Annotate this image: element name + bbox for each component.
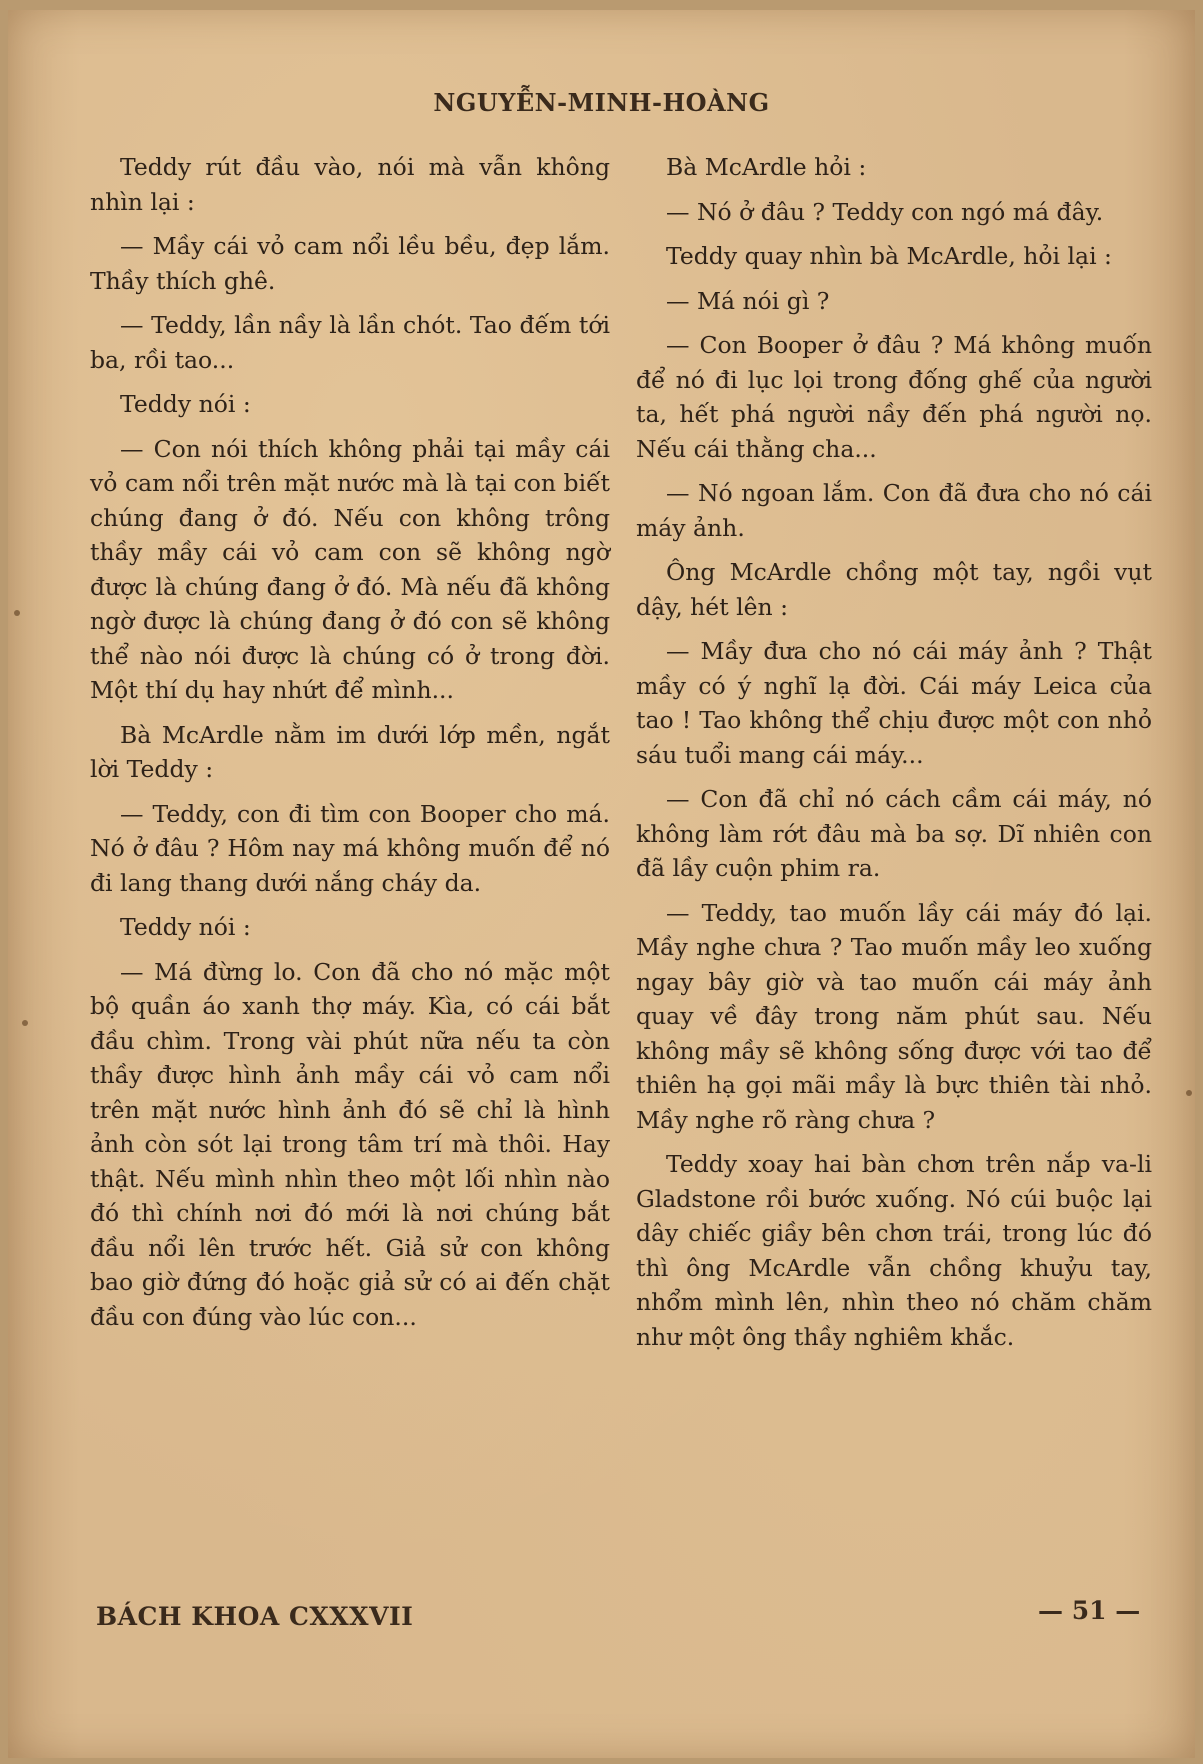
right-column [636,150,1152,1364]
paragraph: — Nó ở đâu ? Teddy con ngó má đây. [666,197,1104,226]
paragraph: — Con Booper ở đâu ? Má không muốn để nó đi lục lọi trong đống ghế của người ta, hết phá người nầy đến phá người nọ. Nếu cái thằng cha... [636,331,1152,463]
paragraph: — Con nói thích không phải tại mầy cái vỏ cam nổi trên mặt nước mà là tại con biết chúng đang ở đó. Nếu con không trông thầy mầy cái vỏ cam con sẽ không ngờ được là chúng đang ở đó. Mà nếu đã không ngờ được là chúng đang ở đó con sẽ không thể nào nói được là chúng có ở trong đời. Một thí dụ hay nhứt để mình... [90,434,610,704]
paragraph: — Teddy, tao muốn lầy cái máy đó lại. Mầy nghe chưa ? Tao muốn mầy leo xuống ngay bây giờ và tao muốn cái máy ảnh quay về đây trong năm phút sau. Nếu không mầy sẽ không sống được với tao để thiên hạ gọi mãi mầy là bực thiên tài nhỏ. Mầy nghe rõ ràng chưa ? [636,898,1152,1134]
paragraph: — Má đừng lo. Con đã cho nó mặc một bộ quần áo xanh thợ máy. Kìa, có cái bắt đầu chìm. Trong vài phút nữa nếu ta còn thầy được hình ảnh mầy cái vỏ cam nổi trên mặt nước hình ảnh đó sẽ chỉ là hình ảnh còn sót lại trong tâm trí mà thôi. Hay thật. Nếu mình nhìn theo một lối nhìn nào đó thì chính nơi đó mới là nơi chúng bắt đầu nổi lên trước hết. Giả sử con không bao giờ đứng đó hoặc giả sử có ai đến chặt đầu con đúng vào lúc con... [90,957,610,1331]
magazine-page [8,10,1195,1758]
left-column [90,150,610,1344]
paragraph: Ông McArdle chồng một tay, ngồi vụt dậy, hét lên : [636,558,1152,621]
paragraph: Bà McArdle hỏi : [666,153,867,181]
paragraph: — Teddy, lần nầy là lần chót. Tao đếm tới ba, rồi tao... [90,311,610,374]
paragraph: — Mầy đưa cho nó cái máy ảnh ? Thật mầy có ý nghĩ lạ đời. Cái máy Leica của tao ! Tao không thể chịu được một con nhỏ sáu tuổi mang cái máy... [636,637,1152,769]
page-header: NGUYỄN-MINH-HOÀNG [433,88,770,117]
paper-speck [22,1020,28,1026]
paragraph: — Teddy, con đi tìm con Booper cho má. Nó ở đâu ? Hôm nay má không muốn để nó đi lang thang dưới nắng cháy da. [90,799,610,897]
paragraph: Teddy xoay hai bàn chơn trên nắp va-li Gladstone rồi bước xuống. Nó cúi buộc lại dây chiếc giầy bên chơn trái, trong lúc đó thì ông McArdle vẫn chồng khuỷu tay, nhổm mình lên, nhìn theo nó chăm chăm như một ông thầy nghiêm khắc. [636,1150,1152,1351]
magazine-name: BÁCH KHOA CXXXVII [96,1602,414,1631]
paragraph: — Mầy cái vỏ cam nổi lều bều, đẹp lắm. Thầy thích ghê. [90,232,610,295]
paragraph: — Nó ngoan lắm. Con đã đưa cho nó cái máy ảnh. [636,479,1152,542]
paper-speck [1186,1090,1192,1096]
paragraph: Teddy rút đầu vào, nói mà vẫn không nhìn lại : [90,153,610,216]
paragraph: — Con đã chỉ nó cách cầm cái máy, nó không làm rớt đâu mà ba sợ. Dĩ nhiên con đã lầy cuộn phim ra. [636,785,1152,882]
paragraph: Bà McArdle nằm im dưới lớp mền, ngắt lời Teddy : [90,720,610,783]
paragraph: Teddy nói : [120,390,251,418]
paper-speck [14,610,20,616]
paragraph: Teddy quay nhìn bà McArdle, hỏi lại : [666,242,1112,270]
paragraph: — Má nói gì ? [666,286,830,315]
page-number: — 51 — [1038,1596,1141,1625]
paragraph: Teddy nói : [120,913,251,941]
